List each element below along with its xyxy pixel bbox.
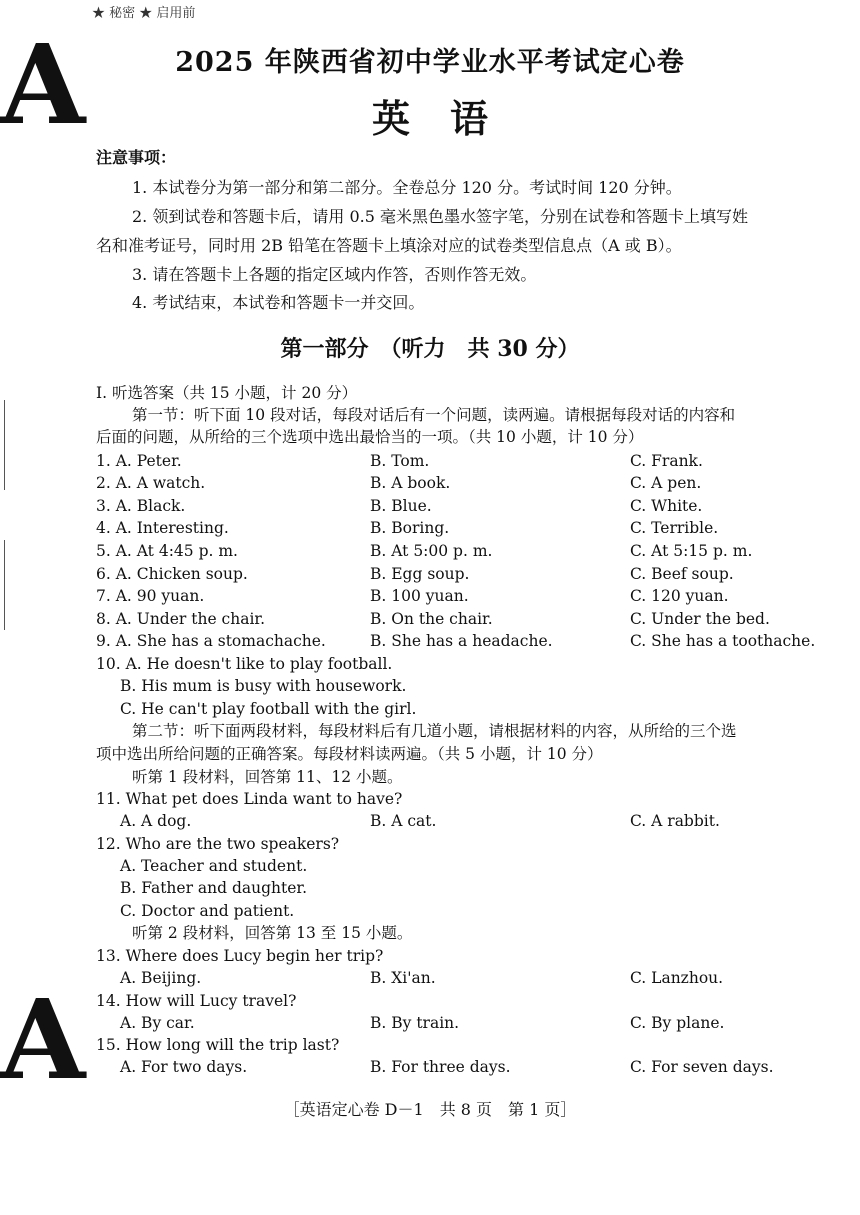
instruction-line: 第一节：听下面 10 段对话，每段对话后有一个问题，读两遍。请根据每段对话的内容和 bbox=[132, 406, 736, 424]
question-text: 11. What pet does Linda want to have? bbox=[96, 790, 403, 808]
option-c: C. A rabbit. bbox=[630, 812, 720, 830]
option-c: C. He can't play football with the girl. bbox=[120, 700, 417, 718]
instruction-line: 后面的问题，从所给的三个选项中选出最恰当的一项。（共 10 小题，计 10 分） bbox=[96, 428, 644, 446]
option-b: B. 100 yuan. bbox=[370, 587, 469, 605]
option-b: B. On the chair. bbox=[370, 610, 493, 628]
option-c: C. By plane. bbox=[630, 1014, 725, 1032]
option-a: 6. A. Chicken soup. bbox=[96, 565, 248, 583]
option-c: C. Doctor and patient. bbox=[120, 902, 295, 920]
option-a: A. Beijing. bbox=[120, 969, 202, 987]
question-text: 14. How will Lucy travel? bbox=[96, 992, 297, 1010]
option-c: C. Lanzhou. bbox=[630, 969, 724, 987]
option-a: A. By car. bbox=[120, 1014, 195, 1032]
option-c: C. For seven days. bbox=[630, 1058, 774, 1076]
note-item: 1. 本试卷分为第一部分和第二部分。全卷总分 120 分。考试时间 120 分钟。 bbox=[132, 178, 682, 197]
option-b: B. Boring. bbox=[370, 519, 450, 537]
option-c: C. Frank. bbox=[630, 452, 703, 470]
option-a: 2. A. A watch. bbox=[96, 474, 206, 492]
option-a: 4. A. Interesting. bbox=[96, 519, 229, 537]
option-b: B. A cat. bbox=[370, 812, 437, 830]
subject-title: 英语 bbox=[371, 96, 528, 141]
option-b: B. Egg soup. bbox=[370, 565, 470, 583]
option-c: C. She has a toothache. bbox=[630, 632, 816, 650]
section-heading: Ⅰ. 听选答案（共 15 小题，计 20 分） bbox=[96, 384, 358, 402]
note-item: 4. 考试结束，本试卷和答题卡一并交回。 bbox=[132, 293, 425, 312]
option-b: B. She has a headache. bbox=[370, 632, 553, 650]
option-a: A. For two days. bbox=[120, 1058, 248, 1076]
option-a: 7. A. 90 yuan. bbox=[96, 587, 205, 605]
question-text: 13. Where does Lucy begin her trip? bbox=[96, 947, 384, 965]
page-title: 2025 年陕西省初中学业水平考试定心卷 bbox=[175, 47, 685, 78]
notes-heading: 注意事项： bbox=[96, 148, 177, 167]
option-b: B. His mum is busy with housework. bbox=[120, 677, 407, 695]
option-a: 5. A. At 4:45 p. m. bbox=[96, 542, 238, 560]
option-a: 9. A. She has a stomachache. bbox=[96, 632, 326, 650]
option-b: B. For three days. bbox=[370, 1058, 511, 1076]
page-footer: ［英语定心卷 D－1 共 8 页 第 1 页］ bbox=[283, 1100, 577, 1119]
option-b: B. At 5:00 p. m. bbox=[370, 542, 493, 560]
option-b: B. Tom. bbox=[370, 452, 430, 470]
option-c: C. 120 yuan. bbox=[630, 587, 729, 605]
option-c: C. Under the bed. bbox=[630, 610, 770, 628]
top-note: ★ 秘密 ★ 启用前 bbox=[92, 6, 196, 21]
note-item: 名和准考证号，同时用 2B 铅笔在答题卡上填涂对应的试卷类型信息点（A 或 B）。 bbox=[96, 236, 682, 255]
material-instruction: 听第 1 段材料，回答第 11、12 小题。 bbox=[132, 768, 403, 786]
margin-line bbox=[4, 540, 5, 630]
part-one-title: 第一部分 （听力 共 30 分） bbox=[280, 336, 580, 362]
note-item: 2. 领到试卷和答题卡后，请用 0.5 毫米黑色墨水签字笔，分别在试卷和答题卡上填写姓 bbox=[132, 207, 748, 226]
option-b: B. Father and daughter. bbox=[120, 879, 308, 897]
option-b: B. Xi'an. bbox=[370, 969, 436, 987]
option-a: 1. A. Peter. bbox=[96, 452, 182, 470]
note-item: 3. 请在答题卡上各题的指定区域内作答，否则作答无效。 bbox=[132, 265, 537, 284]
material-instruction: 听第 2 段材料，回答第 13 至 15 小题。 bbox=[132, 924, 413, 942]
option-b: B. By train. bbox=[370, 1014, 460, 1032]
question-text: 12. Who are the two speakers? bbox=[96, 835, 340, 853]
instruction-line: 第二节：听下面两段材料，每段材料后有几道小题，请根据材料的内容，从所给的三个选 bbox=[132, 722, 737, 740]
option-c: C. Terrible. bbox=[630, 519, 719, 537]
option-c: C. At 5:15 p. m. bbox=[630, 542, 753, 560]
option-b: B. Blue. bbox=[370, 497, 432, 515]
side-mark-top: A bbox=[0, 20, 86, 149]
option-b: B. A book. bbox=[370, 474, 451, 492]
question-text: 15. How long will the trip last? bbox=[96, 1036, 340, 1054]
instruction-line: 项中选出所给问题的正确答案。每段材料读两遍。（共 5 小题，计 10 分） bbox=[96, 745, 603, 763]
side-mark-bottom: A bbox=[0, 975, 86, 1104]
option-a: A. A dog. bbox=[120, 812, 192, 830]
margin-line bbox=[4, 400, 5, 490]
option-a: 10. A. He doesn't like to play football. bbox=[96, 655, 393, 673]
option-a: A. Teacher and student. bbox=[120, 857, 308, 875]
option-a: 3. A. Black. bbox=[96, 497, 186, 515]
option-c: C. Beef soup. bbox=[630, 565, 734, 583]
option-c: C. White. bbox=[630, 497, 703, 515]
option-c: C. A pen. bbox=[630, 474, 702, 492]
option-a: 8. A. Under the chair. bbox=[96, 610, 266, 628]
